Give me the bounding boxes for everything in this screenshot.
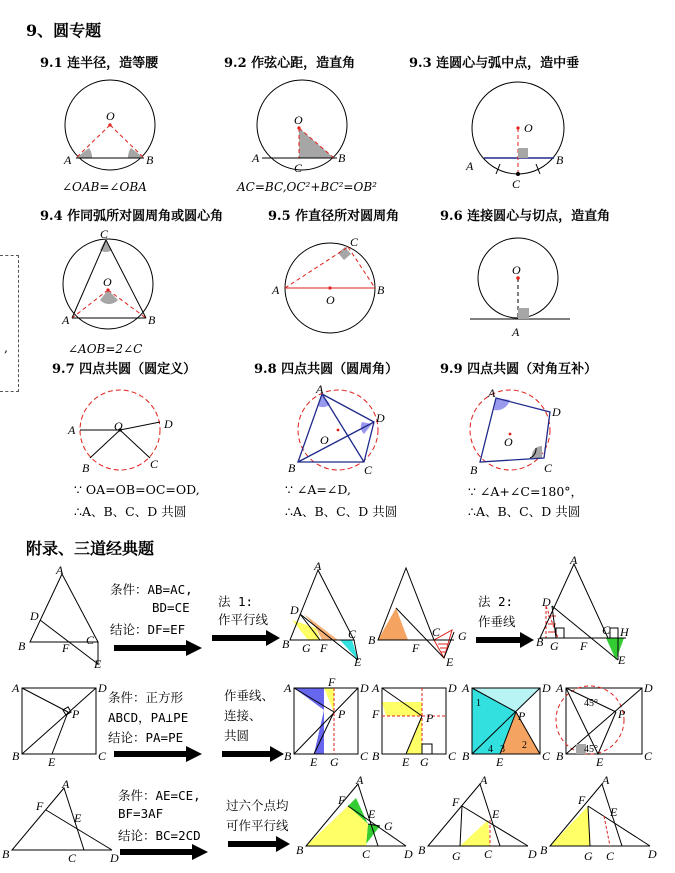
svg-text:F: F bbox=[320, 641, 328, 655]
diagram-9-2 bbox=[252, 78, 362, 182]
problem-1-method-1-figure bbox=[282, 559, 372, 670]
problem-3-figure bbox=[2, 777, 122, 865]
svg-text:E: E bbox=[402, 755, 410, 769]
svg-text:A: A bbox=[462, 681, 470, 695]
item-title-9-1: 9.1 连半径，造等腰 bbox=[40, 56, 159, 71]
problem-2-method-figure-1 bbox=[284, 675, 370, 769]
arrow-icon bbox=[114, 640, 204, 656]
svg-text:A: A bbox=[480, 773, 488, 787]
svg-text:D: D bbox=[448, 681, 457, 695]
svg-text:B: B bbox=[556, 153, 564, 167]
svg-text:D: D bbox=[528, 847, 537, 861]
svg-text:F: F bbox=[328, 675, 336, 689]
svg-text:E: E bbox=[94, 657, 102, 671]
svg-text:E: E bbox=[610, 805, 618, 819]
problem-1-condition: 条件：AB=AC, bbox=[110, 582, 193, 597]
svg-text:B: B bbox=[2, 847, 10, 861]
svg-text:F: F bbox=[578, 793, 586, 807]
problem-2-method-figure-4 bbox=[554, 682, 654, 770]
problem-1-method-1-figure-b bbox=[368, 560, 468, 670]
svg-text:H: H bbox=[620, 625, 629, 639]
problem-3-method-desc: 可作平行线 bbox=[226, 818, 289, 833]
svg-text:B: B bbox=[284, 749, 292, 763]
problem-3-method-figure-3 bbox=[540, 773, 664, 864]
svg-text:C: C bbox=[432, 625, 441, 639]
svg-text:A: A bbox=[512, 325, 520, 339]
arrow-icon bbox=[212, 630, 282, 646]
svg-text:D: D bbox=[552, 405, 561, 419]
svg-text:B: B bbox=[536, 635, 544, 649]
item-title-9-3: 9.3 连圆心与弧中点，造中垂 bbox=[409, 56, 580, 71]
diagram-9-8 bbox=[284, 384, 404, 480]
diagram-9-3 bbox=[466, 78, 576, 194]
problem-1-method-2-figure bbox=[536, 553, 646, 670]
svg-text:D: D bbox=[360, 681, 369, 695]
appendix-title: 附录、三道经典题 bbox=[26, 539, 155, 558]
svg-text:C: C bbox=[294, 161, 303, 175]
svg-text:D: D bbox=[542, 681, 551, 695]
svg-text:A: A bbox=[488, 386, 496, 400]
svg-text:C: C bbox=[484, 847, 493, 861]
svg-text:C: C bbox=[348, 627, 357, 641]
svg-text:C: C bbox=[644, 749, 653, 763]
svg-text:C: C bbox=[100, 227, 109, 241]
svg-text:C: C bbox=[68, 851, 77, 865]
svg-text:C: C bbox=[350, 235, 359, 249]
svg-text:E: E bbox=[74, 811, 82, 825]
svg-text:F: F bbox=[452, 795, 460, 809]
svg-text:F: F bbox=[580, 639, 588, 653]
problem-3-condition-2: BF=3AF bbox=[118, 806, 164, 821]
svg-text:B: B bbox=[418, 843, 426, 857]
diagram-9-1 bbox=[60, 78, 170, 182]
svg-text:B: B bbox=[338, 151, 346, 165]
svg-text:A: A bbox=[466, 159, 474, 173]
svg-text:B: B bbox=[296, 843, 304, 857]
svg-text:E: E bbox=[354, 655, 362, 669]
svg-text:D: D bbox=[290, 603, 299, 617]
svg-text:O: O bbox=[326, 293, 335, 307]
item-title-9-9: 9.9 四点共圆（对角互补） bbox=[440, 362, 598, 377]
problem-1-method-2-desc: 作垂线 bbox=[478, 614, 516, 629]
problem-2-method-1: 作垂线、 bbox=[224, 688, 275, 703]
svg-text:C: C bbox=[362, 847, 371, 861]
caption-9-4: ∠AOB=2∠C bbox=[68, 342, 143, 356]
svg-text:B: B bbox=[372, 749, 380, 763]
problem-2-method-figure-3 bbox=[460, 681, 551, 769]
svg-text:B: B bbox=[148, 313, 156, 327]
diagram-9-9 bbox=[466, 384, 586, 480]
svg-text:D: D bbox=[648, 847, 657, 861]
conclusion-9-9: ∴A、B、C、D 共圆 bbox=[468, 504, 581, 519]
problem-3-method: 过六个点均 bbox=[226, 798, 289, 813]
svg-text:A: A bbox=[62, 777, 70, 791]
svg-text:B: B bbox=[18, 639, 26, 653]
svg-text:O: O bbox=[294, 113, 303, 127]
svg-text:D: D bbox=[98, 681, 107, 695]
svg-text:C: C bbox=[512, 177, 521, 191]
item-title-9-8: 9.8 四点共圆（圆周角） bbox=[254, 362, 399, 377]
reason-9-7: ∵ OA=OB=OC=OD, bbox=[74, 482, 200, 497]
svg-text:F: F bbox=[372, 707, 380, 721]
svg-text:C: C bbox=[150, 457, 159, 471]
svg-text:A: A bbox=[316, 382, 324, 396]
svg-text:B: B bbox=[82, 461, 90, 475]
angle-label-45-top: 45° bbox=[584, 698, 598, 709]
item-title-9-5: 9.5 作直径所对圆周角 bbox=[268, 209, 400, 224]
margin-comma: , bbox=[4, 340, 8, 355]
svg-text:B: B bbox=[146, 153, 154, 167]
diagram-9-4 bbox=[60, 228, 170, 340]
problem-2-conclusion: 结论：PA=PE bbox=[108, 730, 184, 745]
svg-text:G: G bbox=[302, 641, 311, 655]
svg-text:B: B bbox=[368, 633, 376, 647]
svg-text:O: O bbox=[524, 121, 533, 135]
svg-text:F: F bbox=[338, 793, 346, 807]
svg-text:O: O bbox=[512, 263, 521, 277]
svg-text:C: C bbox=[86, 633, 95, 647]
svg-text:D: D bbox=[644, 681, 653, 695]
svg-text:A: A bbox=[602, 773, 610, 787]
svg-text:E: E bbox=[596, 755, 604, 769]
arrow-icon bbox=[120, 844, 210, 860]
section-title: 9、圆专题 bbox=[26, 21, 102, 40]
svg-text:A: A bbox=[356, 773, 364, 787]
conclusion-9-8: ∴A、B、C、D 共圆 bbox=[285, 504, 398, 519]
svg-text:B: B bbox=[12, 749, 20, 763]
svg-text:C: C bbox=[602, 623, 611, 637]
svg-text:1: 1 bbox=[476, 698, 481, 709]
svg-text:B: B bbox=[540, 843, 548, 857]
arrow-icon bbox=[114, 746, 204, 762]
svg-text:G: G bbox=[330, 755, 339, 769]
svg-text:P: P bbox=[518, 709, 526, 723]
svg-text:P: P bbox=[618, 707, 626, 721]
svg-text:F: F bbox=[412, 641, 420, 655]
problem-3-method-figure-1 bbox=[296, 773, 416, 864]
svg-text:2: 2 bbox=[522, 740, 527, 751]
svg-text:F: F bbox=[62, 641, 70, 655]
svg-text:G: G bbox=[584, 849, 593, 863]
problem-2-method-2: 连接、 bbox=[224, 708, 262, 723]
svg-text:D: D bbox=[542, 595, 551, 609]
svg-text:E: E bbox=[492, 807, 500, 821]
problem-2-condition: 条件：正方形 bbox=[108, 690, 184, 705]
svg-text:G: G bbox=[420, 755, 429, 769]
svg-text:G: G bbox=[550, 639, 559, 653]
svg-text:C: C bbox=[542, 749, 551, 763]
svg-text:E: E bbox=[446, 655, 454, 669]
problem-2-method-figure-2 bbox=[372, 681, 457, 769]
svg-text:D: D bbox=[164, 417, 173, 431]
svg-text:E: E bbox=[48, 755, 56, 769]
svg-text:A: A bbox=[272, 283, 280, 297]
arrow-icon bbox=[222, 746, 286, 762]
svg-text:C: C bbox=[360, 749, 369, 763]
svg-text:A: A bbox=[64, 153, 72, 167]
item-title-9-4: 9.4 作同弧所对圆周角或圆心角 bbox=[40, 209, 224, 224]
svg-text:B: B bbox=[288, 461, 296, 475]
problem-1-method-1-desc: 作平行线 bbox=[218, 612, 269, 627]
svg-text:A: A bbox=[56, 563, 64, 577]
svg-text:A: A bbox=[62, 313, 70, 327]
svg-text:B: B bbox=[556, 749, 564, 763]
problem-2-method-3: 共圆 bbox=[224, 728, 250, 743]
svg-text:O: O bbox=[103, 275, 112, 289]
conclusion-9-7: ∴A、B、C、D 共圆 bbox=[74, 504, 187, 519]
svg-text:C: C bbox=[606, 849, 615, 863]
item-title-9-7: 9.7 四点共圆（圆定义） bbox=[52, 362, 197, 377]
svg-text:P: P bbox=[72, 707, 80, 721]
svg-text:A: A bbox=[556, 681, 564, 695]
svg-text:E: E bbox=[496, 755, 504, 769]
problem-3-condition: 条件：AE=CE, bbox=[118, 788, 201, 803]
svg-text:A: A bbox=[372, 681, 380, 695]
svg-text:A: A bbox=[570, 553, 578, 567]
svg-text:A: A bbox=[68, 423, 76, 437]
caption-9-1: ∠OAB=∠OBA bbox=[62, 180, 147, 194]
svg-text:F: F bbox=[36, 799, 44, 813]
svg-text:A: A bbox=[314, 559, 322, 573]
svg-text:E: E bbox=[618, 653, 626, 667]
svg-text:O: O bbox=[504, 435, 513, 449]
problem-2-figure bbox=[12, 681, 112, 769]
item-title-9-6: 9.6 连接圆心与切点，造直角 bbox=[440, 209, 611, 224]
svg-text:G: G bbox=[452, 849, 461, 863]
svg-text:P: P bbox=[338, 707, 346, 721]
svg-text:B: B bbox=[377, 283, 385, 297]
svg-text:D: D bbox=[404, 847, 413, 861]
svg-text:O: O bbox=[114, 419, 123, 433]
svg-text:G: G bbox=[458, 629, 467, 643]
margin-bracket bbox=[0, 255, 19, 392]
svg-text:G: G bbox=[384, 819, 393, 833]
svg-text:C: C bbox=[448, 749, 457, 763]
problem-1-figure bbox=[18, 563, 108, 671]
svg-text:B: B bbox=[462, 749, 470, 763]
problem-2-condition-2: ABCD，PA⊥PE bbox=[108, 710, 189, 725]
svg-text:E: E bbox=[368, 807, 376, 821]
problem-1-condition-2: BD=CE bbox=[152, 600, 190, 615]
svg-text:D: D bbox=[376, 411, 385, 425]
svg-text:E: E bbox=[310, 755, 318, 769]
svg-text:3: 3 bbox=[500, 744, 505, 755]
problem-3-method-figure-2 bbox=[418, 773, 542, 864]
problem-1-method-2: 法 2: bbox=[478, 594, 514, 609]
svg-text:A: A bbox=[12, 681, 20, 695]
item-title-9-2: 9.2 作弦心距，造直角 bbox=[224, 56, 356, 71]
svg-text:D: D bbox=[110, 851, 119, 865]
svg-text:C: C bbox=[544, 461, 553, 475]
svg-text:B: B bbox=[282, 637, 290, 651]
angle-label-45-bottom: 45° bbox=[584, 744, 598, 755]
svg-text:B: B bbox=[470, 463, 478, 477]
reason-9-9: ∵ ∠A+∠C=180°， bbox=[468, 484, 584, 499]
svg-text:O: O bbox=[320, 433, 329, 447]
svg-text:A: A bbox=[252, 151, 260, 165]
diagram-9-5 bbox=[270, 232, 390, 340]
svg-text:C: C bbox=[364, 463, 373, 477]
svg-text:4: 4 bbox=[488, 744, 493, 755]
caption-9-2: AC=BC,OC²+BC²=OB² bbox=[237, 180, 377, 194]
problem-3-conclusion: 结论：BC=2CD bbox=[118, 828, 201, 843]
svg-text:O: O bbox=[106, 109, 115, 123]
problem-1-conclusion: 结论：DF=EF bbox=[110, 622, 186, 637]
diagram-9-6 bbox=[466, 238, 576, 342]
arrow-icon bbox=[476, 632, 536, 648]
problem-1-method-1: 法 1: bbox=[218, 594, 254, 609]
svg-text:P: P bbox=[426, 711, 434, 725]
svg-text:D: D bbox=[30, 609, 39, 623]
arrow-icon bbox=[228, 836, 292, 852]
reason-9-8: ∵ ∠A=∠D, bbox=[285, 482, 351, 497]
svg-text:A: A bbox=[284, 681, 292, 695]
svg-text:C: C bbox=[98, 749, 107, 763]
diagram-9-7 bbox=[66, 388, 186, 480]
